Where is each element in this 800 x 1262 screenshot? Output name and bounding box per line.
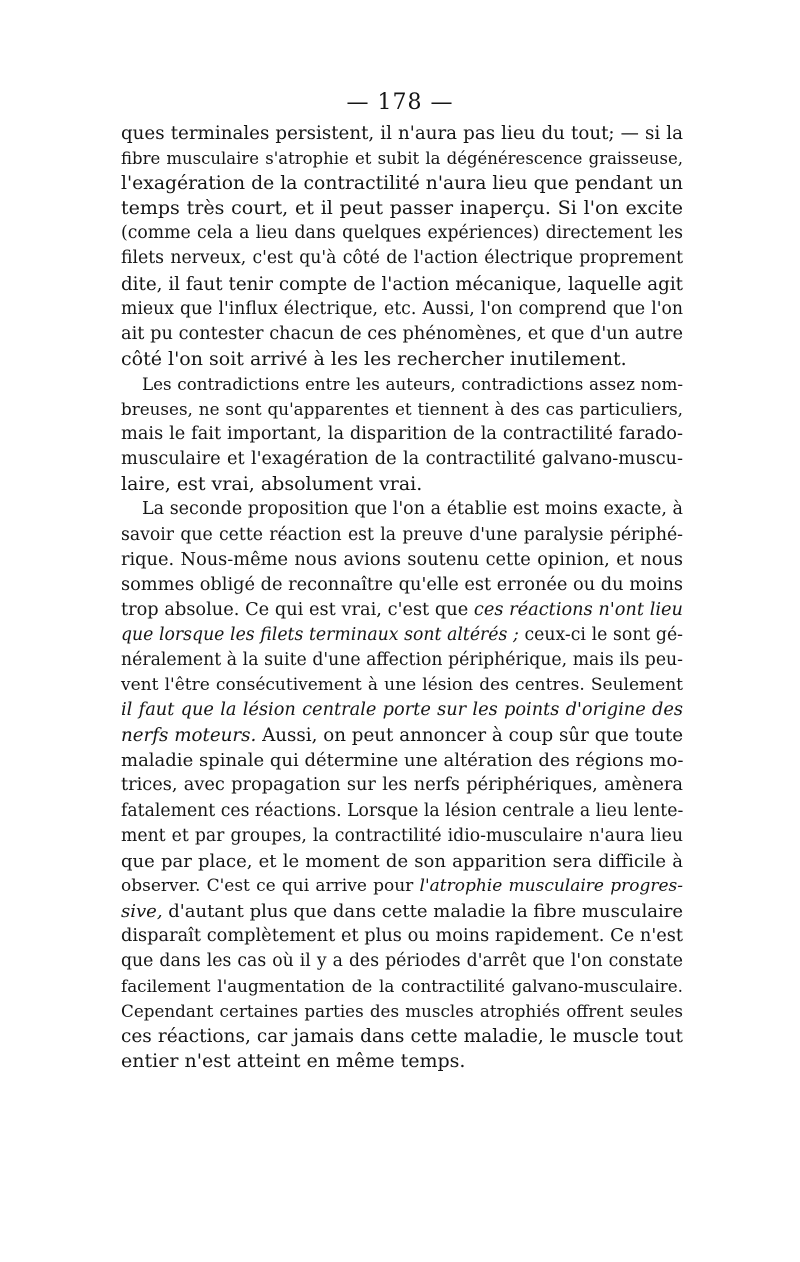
text-segment: savoir que cette réaction est la preuve d'une paralysie périphé- <box>121 524 683 545</box>
text-line <box>121 824 683 849</box>
text-segment: fibre musculaire s'atrophie et subit la dégénérescence graisseuse, <box>121 149 683 169</box>
body-text <box>121 121 683 1075</box>
text-line <box>121 698 683 723</box>
text-segment: ces réactions, car jamais dans cette maladie, le muscle tout <box>121 1026 683 1048</box>
paragraph <box>121 372 683 497</box>
text-segment: mais le fait important, la disparition de la contractilité farado- <box>121 424 683 445</box>
text-segment: sommes obligé de reconnaître qu'elle est erronée ou du moins <box>121 574 683 595</box>
text-line <box>121 1024 683 1049</box>
text-line <box>121 422 683 447</box>
text-line <box>121 999 683 1024</box>
text-segment: ceux-ci le sont gé- <box>518 624 683 645</box>
text-line <box>121 397 683 422</box>
text-segment: l'exagération de la contractilité n'aura lieu que pendant un <box>121 173 683 195</box>
italic-text: l'atrophie musculaire progres- <box>419 875 683 896</box>
text-line <box>121 799 683 824</box>
text-segment: d'autant plus que dans cette maladie la fibre musculaire <box>162 900 684 922</box>
text-line <box>121 723 683 748</box>
text-line <box>121 523 683 548</box>
paragraph <box>121 497 683 1074</box>
text-segment: côté l'on soit arrivé à les les rechercher inutilement. <box>121 347 627 370</box>
text-line <box>121 447 683 472</box>
text-segment: ment et par groupes, la contractilité idio-musculaire n'aura lieu <box>121 825 683 846</box>
italic-text: nerfs moteurs. <box>121 725 257 747</box>
text-segment: entier n'est atteint en même temps. <box>121 1050 466 1073</box>
text-segment: Aussi, on peut annoncer à coup sûr que toute <box>256 725 683 747</box>
text-segment: que dans les cas où il y a des périodes d'arrêt que l'on constate <box>121 951 683 972</box>
text-segment: (comme cela a lieu dans quelques expériences) directement les <box>121 223 683 244</box>
text-line <box>121 598 683 623</box>
text-line <box>121 924 683 949</box>
text-segment: maladie spinale qui détermine une altération des régions mo- <box>121 750 684 772</box>
text-line <box>121 146 683 171</box>
text-segment: néralement à la suite d'une affection périphérique, mais ils peu- <box>121 649 683 670</box>
text-line <box>121 1049 683 1074</box>
text-line <box>121 849 683 874</box>
text-segment: mieux que l'influx électrique, etc. Aussi, l'on comprend que l'on <box>121 298 683 319</box>
text-line <box>121 497 683 522</box>
italic-text: il faut que la lésion centrale porte sur les points d'origine des <box>121 700 683 721</box>
text-segment: vent l'être consécutivement à une lésion des centres. Seulement <box>121 675 683 696</box>
italic-text: sive, <box>121 900 163 922</box>
text-segment: dite, il faut tenir compte de l'action mécanique, laquelle agit <box>121 273 683 295</box>
text-line <box>121 196 683 221</box>
text-line <box>121 347 683 372</box>
page-number: — 178 — <box>346 90 454 115</box>
text-segment: La seconde proposition que l'on a établie est moins exacte, à <box>142 499 683 520</box>
text-segment: ait pu contester chacun de ces phénomènes, et que d'un autre <box>121 323 683 344</box>
text-line <box>121 623 683 648</box>
text-line <box>121 899 683 924</box>
text-segment: Les contradictions entre les auteurs, contradictions assez nom- <box>142 373 683 394</box>
text-line <box>121 472 683 497</box>
text-line <box>121 221 683 246</box>
text-line <box>121 573 683 598</box>
text-segment: musculaire et l'exagération de la contractilité galvano-muscu- <box>121 449 683 470</box>
text-segment: trices, avec propagation sur les nerfs périphériques, amènera <box>121 775 683 796</box>
text-line <box>121 773 683 798</box>
text-segment: facilement l'augmentation de la contractilité galvano-musculaire. <box>121 976 683 997</box>
text-segment: laire, est vrai, absolument vrai. <box>121 473 423 496</box>
text-line <box>121 322 683 347</box>
text-line <box>121 297 683 322</box>
text-line <box>121 673 683 698</box>
text-line <box>121 874 683 899</box>
text-line <box>121 748 683 773</box>
text-segment: disparaît complètement et plus ou moins rapidement. Ce n'est <box>121 926 683 946</box>
text-line <box>121 121 683 146</box>
text-line <box>121 949 683 974</box>
text-line <box>121 372 683 397</box>
text-segment: observer. C'est ce qui arrive pour <box>121 875 420 896</box>
text-segment: ques terminales persistent, il n'aura pas lieu du tout; — si la <box>121 123 683 144</box>
text-segment: Cependant certaines parties des muscles atrophiés offrent seules <box>121 1001 683 1022</box>
text-segment: breuses, ne sont qu'apparentes et tiennent à des cas particuliers, <box>121 399 683 420</box>
text-segment: fatalement ces réactions. Lorsque la lésion centrale a lieu lente- <box>121 800 684 821</box>
text-segment: rique. Nous-même nous avions soutenu cette opinion, et nous <box>121 549 683 570</box>
text-line <box>121 171 683 196</box>
text-line <box>121 246 683 271</box>
text-line <box>121 272 683 297</box>
text-line <box>121 974 683 999</box>
text-segment: trop absolue. Ce qui est vrai, c'est que <box>121 599 474 620</box>
text-segment: que par place, et le moment de son apparition sera difficile à <box>121 850 683 872</box>
text-line <box>121 648 683 673</box>
paragraph <box>121 121 683 372</box>
text-line <box>121 548 683 573</box>
text-segment: temps très court, et il peut passer inaperçu. Si l'on excite <box>121 197 683 220</box>
italic-text: ces réactions n'ont lieu <box>473 599 683 620</box>
italic-text: que lorsque les filets terminaux sont altérés ; <box>121 624 519 645</box>
text-segment: filets nerveux, c'est qu'à côté de l'action électrique proprement <box>121 248 683 269</box>
